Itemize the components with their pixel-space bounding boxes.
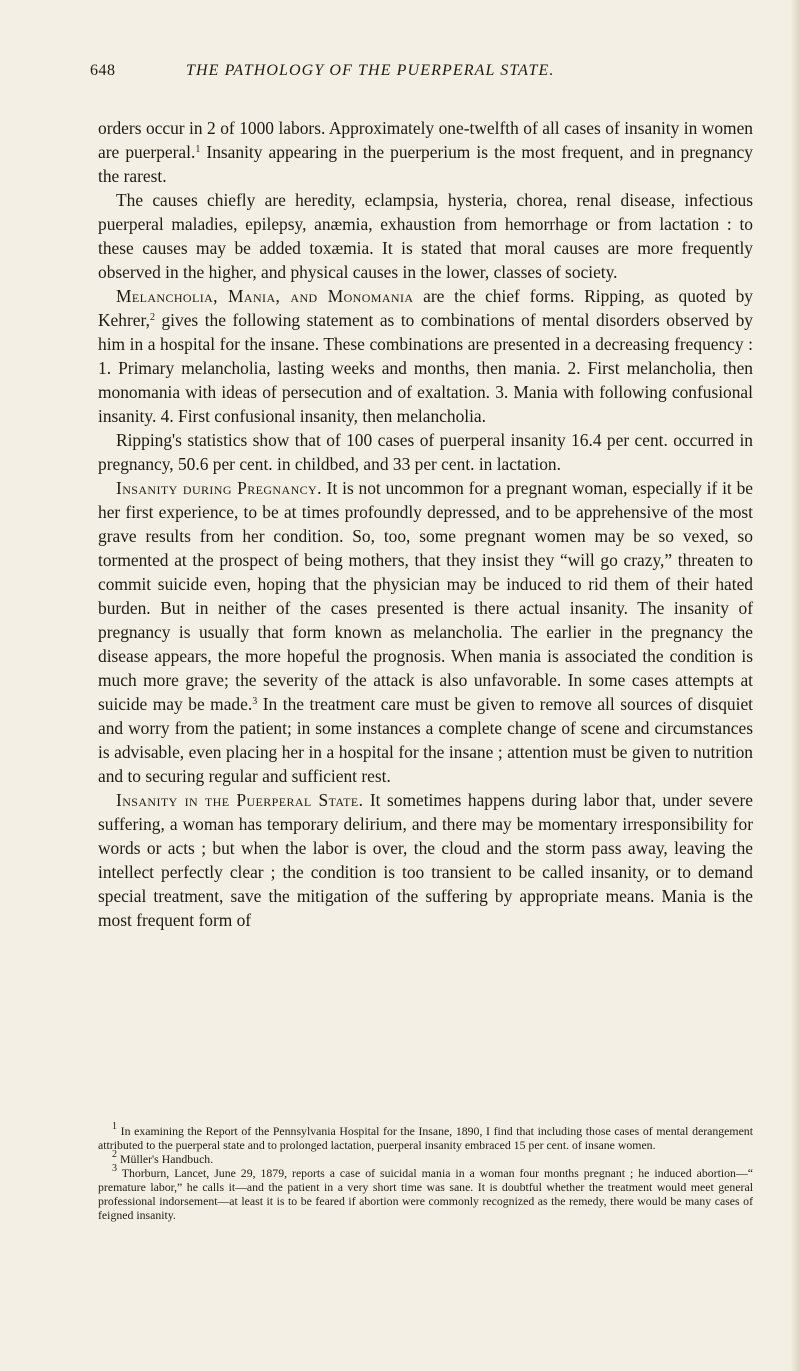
footnote-ref: 2 bbox=[149, 312, 155, 323]
footnote-mark: 3 bbox=[112, 1163, 117, 1174]
footnote-ref: 3 bbox=[252, 696, 258, 707]
paragraph-text: orders occur in 2 of 1000 labors. Approximately one-twelfth of all cases of insanity in women are puerperal. bbox=[98, 118, 753, 162]
footnote bbox=[98, 1163, 753, 1222]
paragraph-text: It is not uncommon for a pregnant woman, especially if it be her first experience, to be at times profoundly depressed, and to be apprehensive of the most grave results from her condition. So, too, some pregnant women may be so vexed, so tormented at the prospect of being mothers, that they insist they “will go crazy,” threaten to commit suicide even, hoping that the physician may be induced to rid them of their hated burden. But in neither of the cases presented is there actual insanity. The insanity of pregnancy is usually that form known as melancholia. The earlier in the pregnancy the disease appears, the more hopeful the prognosis. When mania is associated the condition is much more grave; the severity of the attack is also unfavorable. In some cases attempts at suicide may be made. bbox=[98, 478, 754, 714]
paragraph bbox=[98, 476, 753, 788]
footnote-ref: 1 bbox=[195, 144, 201, 155]
paragraph: The causes chiefly are heredity, eclampsia, hysteria, chorea, renal disease, infectious puerperal maladies, epilepsy, anæmia, exhaustion from hemorrhage or from lactation : to these causes may be added toxæmia. It is stated that moral causes are more frequently observed in the higher, and physical causes in the lower, classes of society. bbox=[98, 190, 753, 282]
page-number: 648 bbox=[90, 62, 116, 79]
paragraph-text: In the treatment care must be given to remove all sources of disquiet and worry from the patient; in some instances a complete change of scene and circumstances is advisable, even placing her in a hospital for the insane ; attention must be given to nutrition and to securing regular and sufficient rest. bbox=[98, 694, 753, 786]
running-title: THE PATHOLOGY OF THE PUERPERAL STATE. bbox=[186, 62, 555, 79]
section-heading: Melancholia, Mania, and Monomania bbox=[116, 286, 414, 306]
paragraph-text: Insanity appearing in the puerperium is the most frequent, and in pregnancy the rarest. bbox=[98, 142, 753, 186]
section-heading: Insanity in the Puerperal State. bbox=[116, 790, 364, 810]
footnote bbox=[98, 1149, 753, 1166]
paragraph bbox=[98, 788, 753, 932]
body-text bbox=[98, 116, 753, 932]
footnote-mark: 1 bbox=[112, 1121, 117, 1132]
paragraph-text: gives the following statement as to combinations of mental disorders observed by him in a hospital for the insane. These combinations are presented in a decreasing frequency : 1. Primary melancholia, lasting weeks and months, then mania. 2. First melancholia, then monomania with ideas of persecution and of exaltation. 3. Mania with following confusional insanity. 4. First confusional insanity, then melancholia. bbox=[98, 310, 753, 426]
footnote-text: Müller's Handbuch. bbox=[119, 1152, 214, 1166]
paragraph bbox=[98, 116, 753, 188]
page-edge-shadow bbox=[790, 0, 800, 1371]
paragraph-text: It sometimes happens during labor that, under severe suffering, a woman has temporary delirium, and there may be momentary irresponsibility for words or acts ; but when the labor is over, the cloud and the storm pass away, leaving the intellect perfectly clear ; the condition is too transient to be called insanity, or to demand special treatment, save the mitigation of the suffering by appropriate means. Mania is the most frequent form of bbox=[98, 790, 753, 930]
paragraph-text: are the chief forms. Ripping, as quoted by Kehrer, bbox=[98, 286, 753, 330]
page-header bbox=[90, 62, 745, 88]
paragraph bbox=[98, 284, 753, 428]
footnote-text: In examining the Report of the Pennsylvania Hospital for the Insane, 1890, I find that including those cases of mental derangement attributed to the puerperal state and to prolonged lactation, puerperal insanity embraced 15 per cent. of insane women. bbox=[98, 1124, 753, 1152]
footnotes bbox=[98, 1121, 753, 1222]
section-heading: Insanity during Pregnancy. bbox=[116, 478, 322, 498]
footnote bbox=[98, 1121, 753, 1152]
paragraph: Ripping's statistics show that of 100 cases of puerperal insanity 16.4 per cent. occurred in pregnancy, 50.6 per cent. in childbed, and 33 per cent. in lactation. bbox=[98, 430, 753, 474]
footnote-mark: 2 bbox=[112, 1149, 117, 1160]
footnote-text: Thorburn, Lancet, June 29, 1879, reports a case of suicidal mania in a woman four months pregnant ; he induced abortion—“ premature labor,” he calls it—and the patient in a very short time was sane. It is doubtful whether the treatment would meet general professional indorsement—at least it is to be feared if abortion were commonly recognized as the remedy, there would be many cases of feigned insanity. bbox=[98, 1166, 753, 1222]
